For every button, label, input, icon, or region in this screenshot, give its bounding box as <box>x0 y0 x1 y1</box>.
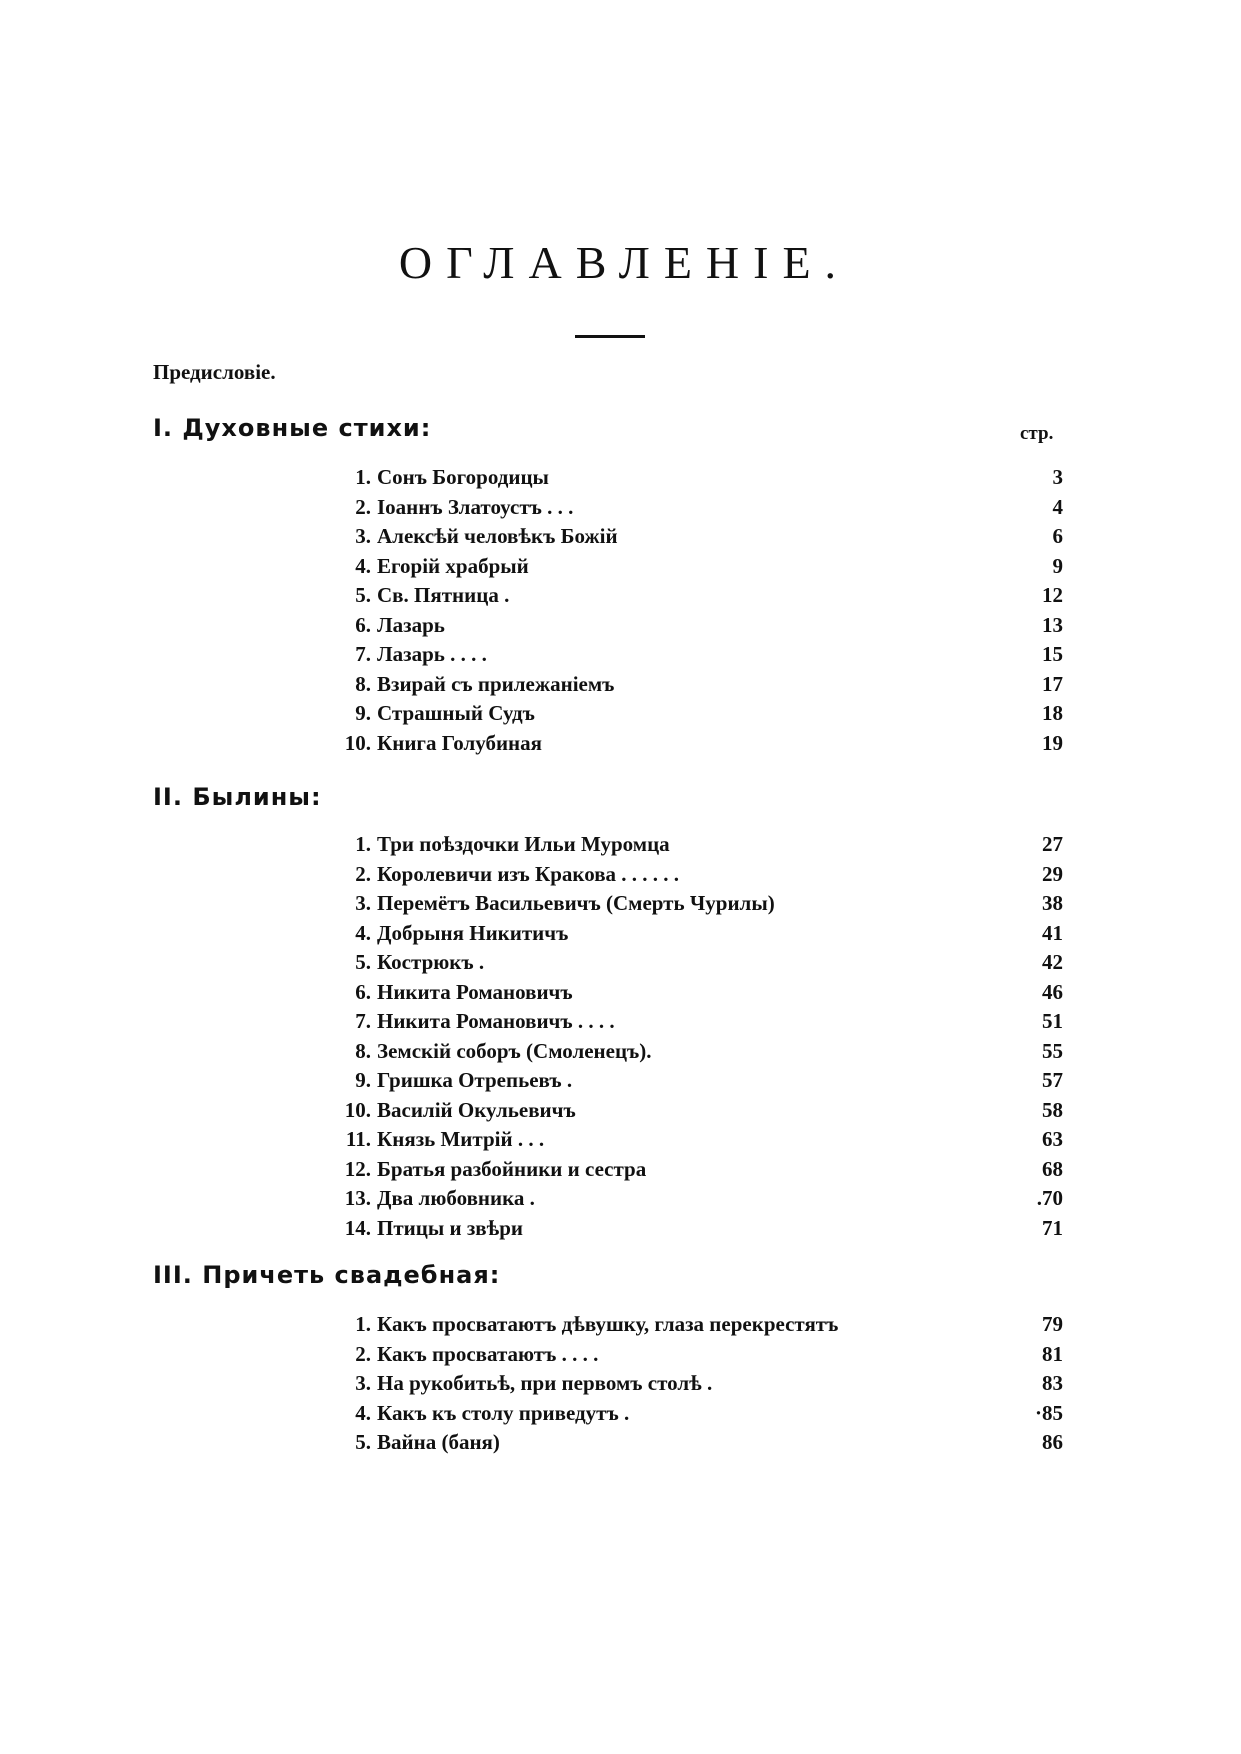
entry-title: Лазарь . . . . <box>377 642 487 666</box>
entry-number: 10. <box>344 1097 371 1122</box>
toc-entry <box>0 640 1241 670</box>
entry-page-number: 83 <box>1042 1371 1063 1395</box>
entry-title: Перемётъ Васильевичъ (Смерть Чурилы) <box>377 891 775 915</box>
entry-title: На рукобитьѣ, при первомъ столѣ . <box>377 1371 713 1395</box>
entry-title: Добрыня Никитичъ <box>377 920 569 945</box>
entry-page-number: 46 <box>1042 979 1063 1004</box>
entry-page-number: 6 <box>1052 524 1063 548</box>
entry-title: Какъ просватаютъ дѣвушку, глаза перекрестятъ <box>377 1312 839 1336</box>
entry-title: Птицы и звѣри <box>377 1215 524 1240</box>
title-divider <box>575 335 645 338</box>
entry-number: 4. <box>355 1400 371 1425</box>
entry-page-number: 29 <box>1042 861 1063 886</box>
entry-title: Егорій храбрый <box>377 553 529 578</box>
entry-title: Какъ просватаютъ . . . . <box>377 1341 599 1366</box>
entry-title: Іоаннъ Златоустъ . . . <box>377 494 574 519</box>
section-heading-3: III. Причеть свадебная: <box>153 1261 501 1289</box>
entry-number: 13. <box>344 1186 371 1210</box>
entry-number: 1. <box>355 1312 371 1336</box>
entry-number: 10. <box>344 730 371 755</box>
entry-title: Вайна (баня) <box>377 1430 500 1454</box>
entry-page-number: 79 <box>1042 1312 1063 1336</box>
preface-entry: Предисловіе. <box>153 360 276 384</box>
toc-entry <box>0 978 1241 1008</box>
entry-page-number: 57 <box>1042 1068 1063 1092</box>
entry-page-number: 4 <box>1052 494 1063 519</box>
entry-title: Взирай съ прилежаніемъ <box>377 671 615 696</box>
entry-number: 14. <box>344 1215 371 1240</box>
entry-page-number: .70 <box>1036 1186 1063 1210</box>
entry-page-number: 81 <box>1042 1341 1063 1366</box>
entry-title: Гришка Отрепьевъ . <box>377 1068 573 1092</box>
toc-entry <box>0 522 1241 552</box>
entry-title: Братья разбойники и сестра <box>377 1156 647 1181</box>
entry-number: 5. <box>355 950 371 974</box>
toc-entry <box>0 1310 1241 1340</box>
toc-entry <box>0 611 1241 641</box>
toc-entry <box>0 860 1241 890</box>
entry-title: Земскій соборъ (Смоленецъ). <box>377 1038 652 1063</box>
entry-number: 9. <box>355 1068 371 1092</box>
entry-number: 7. <box>355 1009 371 1033</box>
entry-title: Никита Романовичъ . . . . <box>377 1009 615 1033</box>
toc-entry <box>0 552 1241 582</box>
entry-number: 6. <box>355 979 371 1004</box>
entry-number: 2. <box>355 1341 371 1366</box>
entry-page-number: 15 <box>1042 642 1063 666</box>
toc-entry <box>0 1369 1241 1399</box>
toc-entry <box>0 1428 1241 1458</box>
entry-page-number: 51 <box>1042 1009 1063 1033</box>
entry-title: Лазарь <box>377 612 445 637</box>
entry-title: Князь Митрій . . . <box>377 1127 545 1151</box>
section-1-entries <box>0 463 1241 758</box>
toc-entry <box>0 889 1241 919</box>
toc-entry <box>0 463 1241 493</box>
entry-number: 7. <box>355 642 371 666</box>
entry-number: 8. <box>355 671 371 696</box>
entry-number: 1. <box>355 832 371 856</box>
entry-page-number: 19 <box>1042 730 1063 755</box>
entry-title: Три поѣздочки Ильи Муромца <box>377 832 670 856</box>
entry-page-number: 27 <box>1042 832 1063 856</box>
entry-title: Королевичи изъ Кракова . . . . . . <box>377 861 680 886</box>
entry-page-number: 38 <box>1042 891 1063 915</box>
entry-number: 3. <box>355 891 371 915</box>
entry-number: 5. <box>355 583 371 607</box>
toc-entry <box>0 1066 1241 1096</box>
section-2-entries <box>0 830 1241 1243</box>
toc-entry <box>0 699 1241 729</box>
entry-number: 9. <box>355 701 371 725</box>
section-heading-1: I. Духовные стихи: <box>153 414 432 442</box>
toc-entry <box>0 493 1241 523</box>
entry-number: 8. <box>355 1038 371 1063</box>
toc-entry <box>0 729 1241 759</box>
entry-page-number: ·85 <box>1034 1400 1063 1425</box>
entry-title: Кострюкъ . <box>377 950 485 974</box>
toc-entry <box>0 1214 1241 1244</box>
entry-page-number: 41 <box>1042 920 1063 945</box>
toc-entry <box>0 1037 1241 1067</box>
page-title: ОГЛАВЛЕНІЕ. <box>398 237 851 288</box>
entry-page-number: 12 <box>1042 583 1063 607</box>
entry-number: 3. <box>355 1371 371 1395</box>
entry-number: 4. <box>355 920 371 945</box>
entry-number: 4. <box>355 553 371 578</box>
toc-entry <box>0 1155 1241 1185</box>
toc-entry <box>0 1125 1241 1155</box>
entry-title: Два любовника . <box>377 1186 535 1210</box>
section-3-entries <box>0 1310 1241 1458</box>
entry-title: Страшный Судъ <box>377 701 535 725</box>
toc-entry <box>0 1399 1241 1429</box>
entry-page-number: 3 <box>1052 465 1063 489</box>
entry-page-number: 68 <box>1042 1156 1063 1181</box>
entry-title: Василій Окульевичъ <box>377 1097 576 1122</box>
entry-number: 5. <box>355 1430 371 1454</box>
entry-number: 12. <box>344 1156 371 1181</box>
entry-number: 2. <box>355 861 371 886</box>
entry-page-number: 55 <box>1042 1038 1063 1063</box>
toc-entry <box>0 948 1241 978</box>
entry-page-number: 17 <box>1042 671 1063 696</box>
entry-title: Алексѣй человѣкъ Божій <box>377 524 618 548</box>
entry-page-number: 71 <box>1042 1215 1063 1240</box>
toc-entry <box>0 1340 1241 1370</box>
toc-entry <box>0 581 1241 611</box>
entry-page-number: 9 <box>1052 553 1063 578</box>
entry-number: 11. <box>345 1127 371 1151</box>
pages-column-label: стр. <box>1020 423 1054 444</box>
entry-number: 6. <box>355 612 371 637</box>
entry-title: Сонъ Богородицы <box>377 465 549 489</box>
toc-entry <box>0 830 1241 860</box>
toc-entry <box>0 670 1241 700</box>
toc-entry <box>0 919 1241 949</box>
entry-page-number: 86 <box>1042 1430 1063 1454</box>
entry-title: Книга Голубиная <box>377 730 543 755</box>
entry-number: 3. <box>355 524 371 548</box>
entry-page-number: 13 <box>1042 612 1063 637</box>
entry-number: 1. <box>355 465 371 489</box>
entry-page-number: 18 <box>1042 701 1063 725</box>
entry-page-number: 58 <box>1042 1097 1063 1122</box>
toc-entry <box>0 1096 1241 1126</box>
entry-number: 2. <box>355 494 371 519</box>
entry-title: Какъ къ столу приведутъ . <box>377 1400 630 1425</box>
toc-entry <box>0 1184 1241 1214</box>
entry-title: Св. Пятница . <box>377 583 510 607</box>
toc-entry <box>0 1007 1241 1037</box>
entry-page-number: 42 <box>1042 950 1063 974</box>
entry-page-number: 63 <box>1042 1127 1063 1151</box>
entry-title: Никита Романовичъ <box>377 979 573 1004</box>
section-heading-2: II. Былины: <box>153 783 322 811</box>
